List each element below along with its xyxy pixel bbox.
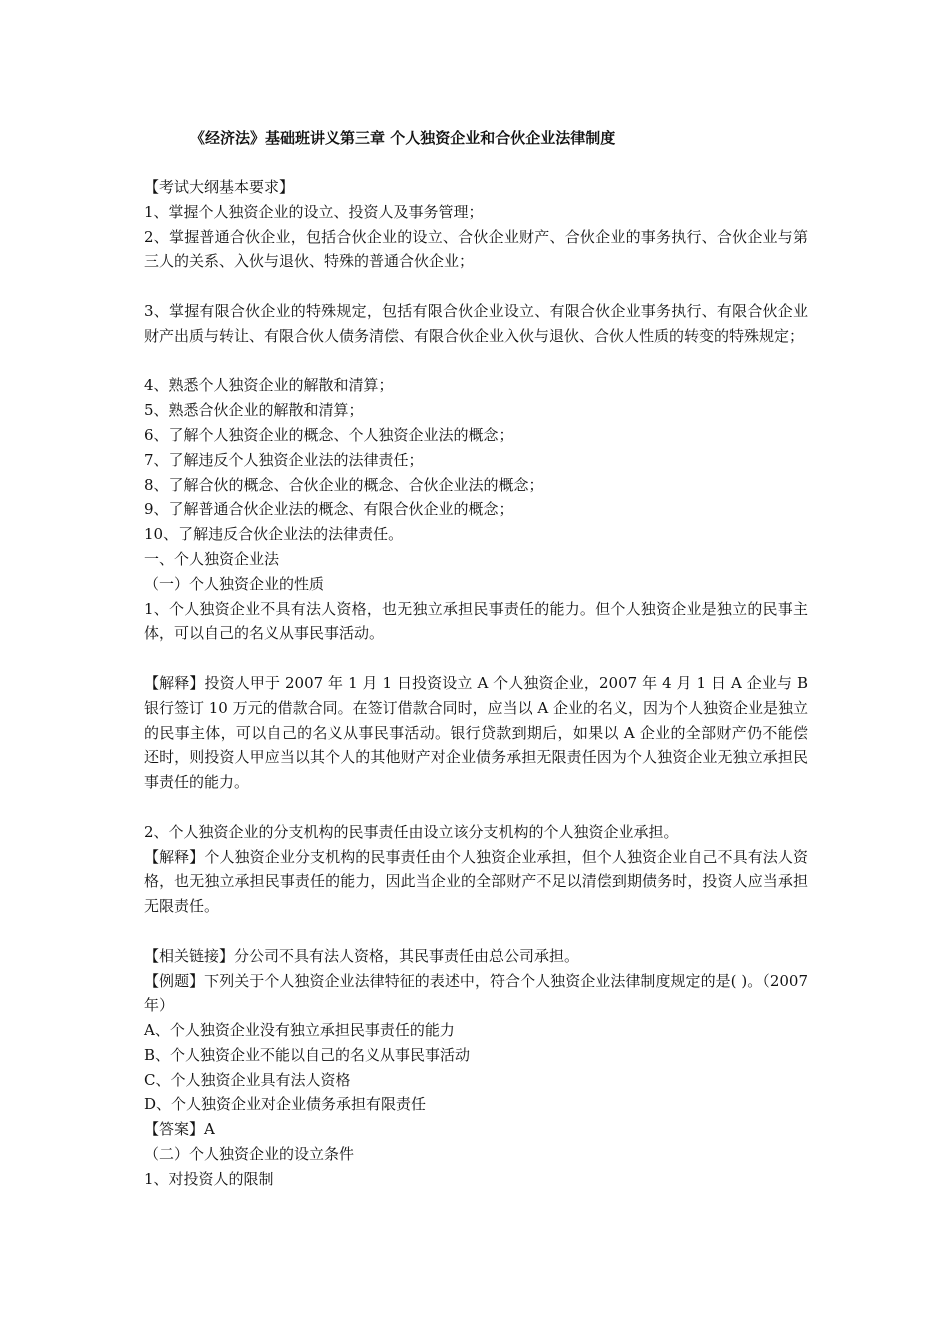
paragraph: 1、对投资人的限制 — [144, 1169, 274, 1188]
paragraph-gap — [144, 646, 808, 671]
paragraph: 【考试大纲基本要求】 — [144, 178, 295, 196]
paragraph: A、个人独资企业没有独立承担民事责任的能力 — [144, 1021, 455, 1040]
paragraph: 1、掌握个人独资企业的设立、投资人及事务管理； — [144, 202, 484, 221]
paragraph: 9、了解普通合伙企业法的概念、有限合伙企业的概念； — [144, 500, 514, 519]
paragraph: 10、了解违反合伙企业法的法律责任。 — [144, 525, 404, 544]
paragraph-gap — [144, 919, 808, 944]
paragraph: 2、个人独资企业的分支机构的民事责任由设立该分支机构的个人独资企业承担。 — [144, 822, 679, 841]
paragraph: 【相关链接】分公司不具有法人资格，其民事责任由总公司承担。 — [144, 946, 580, 965]
paragraph: 5、熟悉合伙企业的解散和清算； — [144, 401, 364, 420]
paragraph: 2、掌握普通合伙企业，包括合伙企业的设立、合伙企业财产、合伙企业的事务执行、合伙企业与第三人的关系、入伙与退伙、特殊的普通合伙企业； — [144, 227, 808, 271]
paragraph: 4、熟悉个人独资企业的解散和清算； — [144, 376, 394, 395]
paragraph: 3、掌握有限合伙企业的特殊规定，包括有限合伙企业设立、有限合伙企业事务执行、有限合伙企业财产出质与转让、有限合伙人债务清偿、有限合伙企业入伙与退伙、合伙人性质的转变的特殊规定； — [144, 301, 808, 345]
paragraph: 6、了解个人独资企业的概念、个人独资企业法的概念； — [144, 425, 514, 444]
paragraph: 【答案】A — [144, 1120, 215, 1139]
paragraph: 一、个人独资企业法 — [144, 549, 280, 568]
paragraph: 7、了解违反个人独资企业法的法律责任； — [144, 450, 424, 469]
paragraph: 【解释】个人独资企业分支机构的民事责任由个人独资企业承担，但个人独资企业自己不具有法人资格，也无独立承担民事责任的能力，因此当企业的全部财产不足以清偿到期债务时，投资人应当承担无限责任。 — [144, 847, 808, 916]
paragraph-gap — [144, 349, 808, 374]
paragraph: 1、个人独资企业不具有法人资格，也无独立承担民事责任的能力。但个人独资企业是独立的民事主体，可以自己的名义从事民事活动。 — [144, 599, 808, 643]
paragraph: C、个人独资企业具有法人资格 — [144, 1070, 351, 1089]
paragraph: 【例题】下列关于个人独资企业法律特征的表述中，符合个人独资企业法律制度规定的是( )。（2007 年） — [144, 971, 808, 1015]
paragraph-gap — [144, 795, 808, 820]
paragraph: 8、了解合伙的概念、合伙企业的概念、合伙企业法的概念； — [144, 475, 544, 494]
document-title: 《经济法》基础班讲义第三章 个人独资企业和合伙企业法律制度 — [190, 129, 616, 147]
paragraph: B、个人独资企业不能以自己的名义从事民事活动 — [144, 1045, 471, 1064]
paragraph: D、个人独资企业对企业债务承担有限责任 — [144, 1095, 427, 1114]
paragraph: 【解释】投资人甲于 2007 年 1 月 1 日投资设立 A 个人独资企业，2007 年 4 月 1 日 A 企业与 B 银行签订 10 万元的借款合同。在签订借款合同时，应当以 A 企业的名义，因为个人独资企业是独立的民事主体，可以自己的名义从事民事活动。银行贷款到期后，如果以 A 企业的全部财产仍不能偿还时，则投资人甲应当以其个人的其他财产对企业债务承担无限责任因为个人独资企业无独立承担民事责任的能力。 — [144, 673, 808, 792]
paragraph: （一）个人独资企业的性质 — [144, 574, 325, 593]
paragraph-gap — [144, 274, 808, 299]
paragraph: （二）个人独资企业的设立条件 — [144, 1145, 355, 1164]
document-body — [144, 175, 808, 1192]
